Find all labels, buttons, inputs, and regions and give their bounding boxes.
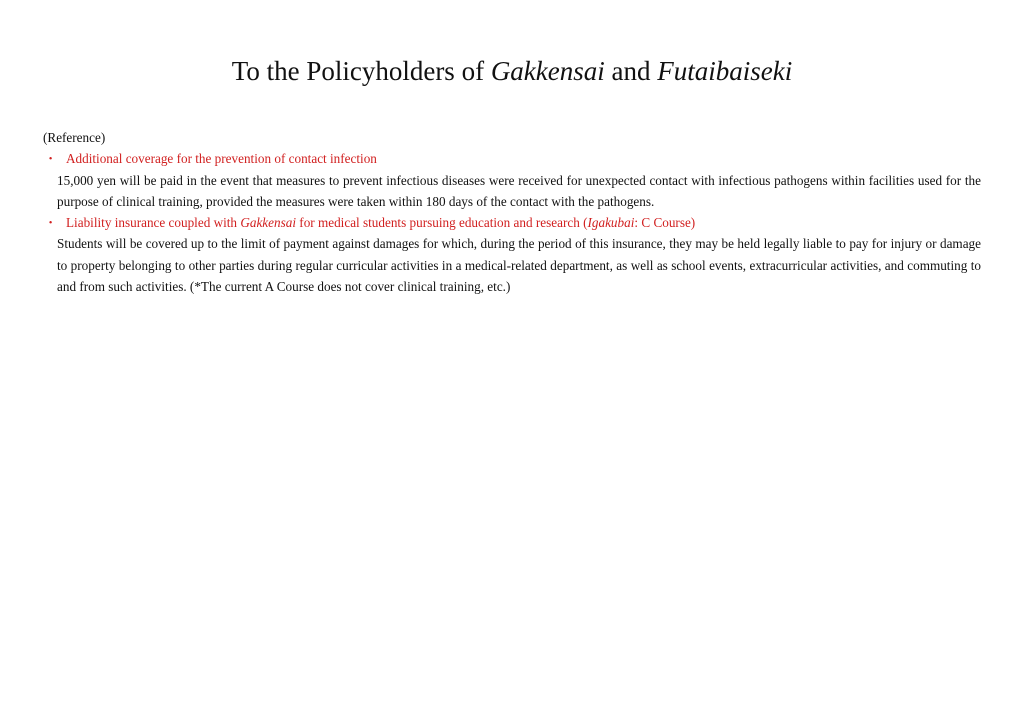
bullet-heading-text: Liability insurance coupled with — [66, 215, 241, 231]
bullet-heading-2 — [43, 212, 981, 233]
document-body — [43, 127, 981, 297]
page-title — [0, 52, 1024, 90]
bullet-body-1: 15,000 yen will be paid in the event that measures to prevent infectious diseases were received for unexpected contact with infectious pathogens within facilities used for the purpose of clinical training, provided the measures were taken within 180 days of the contact with the pathogens. — [57, 172, 981, 209]
title-italic-futaibaiseki: Futaibaiseki — [657, 56, 793, 86]
title-middle: and — [604, 56, 658, 86]
title-italic-gakkensai: Gakkensai — [490, 56, 605, 86]
bullet-heading-text: for medical students pursuing education and research ( — [296, 215, 588, 231]
bullet-heading-italic-gakkensai: Gakkensai — [240, 215, 296, 231]
title-prefix: To the Policyholders of — [231, 56, 491, 86]
bullet-heading-text: Additional coverage for the prevention of contact infection — [66, 151, 377, 167]
bullet-heading-text: : C Course) — [634, 215, 696, 231]
bullet-marker: ・ — [44, 215, 58, 231]
bullet-heading-italic-igakubai: Igakubai — [587, 215, 635, 231]
bullet-body-2: Students will be covered up to the limit of payment against damages for which, during the period of this insurance, they may be held legally liable to pay for injury or damage to property belonging to other parties during regular curricular activities in a medical-related department, as well as school events, extracurricular activities, and commuting to and from such activities. (*The current A Course does not cover clinical training, etc.) — [57, 236, 981, 295]
reference-label: (Reference) — [43, 130, 106, 145]
bullet-heading-1 — [43, 148, 981, 169]
bullet-marker: ・ — [44, 151, 58, 167]
